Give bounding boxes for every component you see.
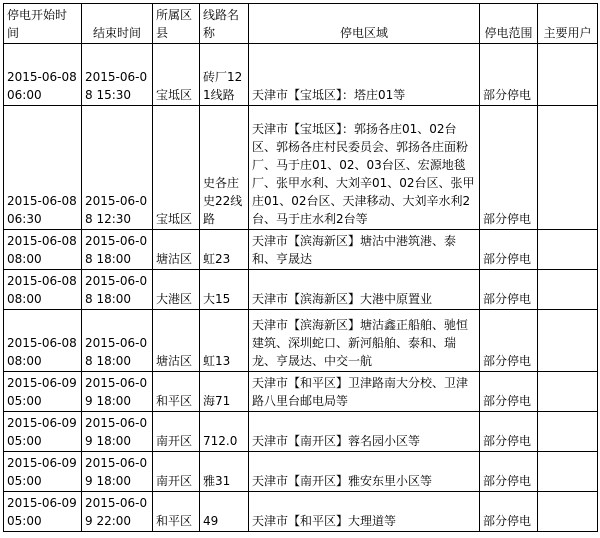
table-row <box>4 372 598 412</box>
header-end-time: 结束时间 <box>82 4 153 44</box>
header-row <box>4 4 598 44</box>
cell-start-time: 2015-06-08 06:30 <box>4 106 82 230</box>
cell-outage-scope: 部分停电 <box>480 106 538 230</box>
cell-start-time: 2015-06-08 08:00 <box>4 270 82 310</box>
table-row <box>4 310 598 372</box>
cell-main-users <box>538 452 598 492</box>
cell-main-users <box>538 106 598 230</box>
cell-outage-scope: 部分停电 <box>480 452 538 492</box>
cell-main-users <box>538 372 598 412</box>
header-line-name: 线路名称 <box>200 4 249 44</box>
table-row <box>4 452 598 492</box>
cell-start-time: 2015-06-09 05:00 <box>4 372 82 412</box>
cell-line-name: 虹13 <box>200 310 249 372</box>
cell-end-time: 2015-06-08 18:00 <box>82 270 153 310</box>
table-row <box>4 44 598 106</box>
table-row <box>4 270 598 310</box>
table-row <box>4 412 598 452</box>
cell-line-name: 虹23 <box>200 230 249 270</box>
table-row <box>4 106 598 230</box>
cell-start-time: 2015-06-08 06:00 <box>4 44 82 106</box>
power-outage-table <box>3 3 598 532</box>
cell-line-name: 海71 <box>200 372 249 412</box>
cell-outage-scope: 部分停电 <box>480 412 538 452</box>
cell-district: 南开区 <box>153 452 200 492</box>
cell-end-time: 2015-06-09 18:00 <box>82 412 153 452</box>
cell-line-name: 雅31 <box>200 452 249 492</box>
cell-main-users <box>538 44 598 106</box>
cell-outage-area: 天津市【南开区】蓉名园小区等 <box>249 412 480 452</box>
cell-start-time: 2015-06-08 08:00 <box>4 230 82 270</box>
cell-outage-area: 天津市【滨海新区】塘沽中港筑港、泰和、亨晟达 <box>249 230 480 270</box>
cell-district: 和平区 <box>153 372 200 412</box>
header-district: 所属区县 <box>153 4 200 44</box>
cell-main-users <box>538 492 598 532</box>
cell-outage-area: 天津市【滨海新区】大港中原置业 <box>249 270 480 310</box>
cell-district: 和平区 <box>153 492 200 532</box>
cell-district: 大港区 <box>153 270 200 310</box>
cell-district: 南开区 <box>153 412 200 452</box>
cell-end-time: 2015-06-08 15:30 <box>82 44 153 106</box>
cell-start-time: 2015-06-08 08:00 <box>4 310 82 372</box>
cell-outage-scope: 部分停电 <box>480 492 538 532</box>
cell-outage-area: 天津市【宝坻区】：郭扬各庄01、02台区、郭杨各庄村民委员会、郭扬各庄面粉厂、马于庄01、02、03台区、宏源地毯厂、张甲水利、大刘辛01、02台区、张甲庄01、02台区、天津移动、大刘辛水利2台、马于庄水利2台等 <box>249 106 480 230</box>
cell-district: 宝坻区 <box>153 106 200 230</box>
cell-end-time: 2015-06-08 12:30 <box>82 106 153 230</box>
cell-end-time: 2015-06-09 18:00 <box>82 452 153 492</box>
cell-outage-scope: 部分停电 <box>480 372 538 412</box>
cell-outage-area: 天津市【和平区】大理道等 <box>249 492 480 532</box>
cell-end-time: 2015-06-08 18:00 <box>82 230 153 270</box>
cell-line-name: 712.0 <box>200 412 249 452</box>
cell-line-name: 49 <box>200 492 249 532</box>
cell-outage-area: 天津市【和平区】卫津路南大分校、卫津路八里台邮电局等 <box>249 372 480 412</box>
cell-outage-area: 天津市【南开区】雅安东里小区等 <box>249 452 480 492</box>
cell-start-time: 2015-06-09 05:00 <box>4 492 82 532</box>
cell-start-time: 2015-06-09 05:00 <box>4 452 82 492</box>
cell-outage-scope: 部分停电 <box>480 230 538 270</box>
cell-end-time: 2015-06-09 22:00 <box>82 492 153 532</box>
cell-end-time: 2015-06-09 18:00 <box>82 372 153 412</box>
cell-district: 宝坻区 <box>153 44 200 106</box>
cell-line-name: 砖厂121线路 <box>200 44 249 106</box>
cell-district: 塘沽区 <box>153 230 200 270</box>
cell-outage-scope: 部分停电 <box>480 270 538 310</box>
cell-line-name: 大15 <box>200 270 249 310</box>
header-outage-scope: 停电范围 <box>480 4 538 44</box>
cell-outage-area: 天津市【宝坻区】：塔庄01等 <box>249 44 480 106</box>
table-row <box>4 492 598 532</box>
cell-outage-area: 天津市【滨海新区】塘沽鑫正船舶、驰恒建筑、深圳蛇口、新河船舶、泰和、瑞龙、亨晟达、中交一航 <box>249 310 480 372</box>
header-main-users: 主要用户 <box>538 4 598 44</box>
cell-end-time: 2015-06-08 18:00 <box>82 310 153 372</box>
cell-main-users <box>538 230 598 270</box>
header-outage-area: 停电区域 <box>249 4 480 44</box>
cell-main-users <box>538 270 598 310</box>
table-row <box>4 230 598 270</box>
cell-district: 塘沽区 <box>153 310 200 372</box>
cell-outage-scope: 部分停电 <box>480 44 538 106</box>
header-start-time: 停电开始时间 <box>4 4 82 44</box>
cell-start-time: 2015-06-09 05:00 <box>4 412 82 452</box>
cell-line-name: 史各庄史22线路 <box>200 106 249 230</box>
cell-main-users <box>538 412 598 452</box>
cell-outage-scope: 部分停电 <box>480 310 538 372</box>
cell-main-users <box>538 310 598 372</box>
